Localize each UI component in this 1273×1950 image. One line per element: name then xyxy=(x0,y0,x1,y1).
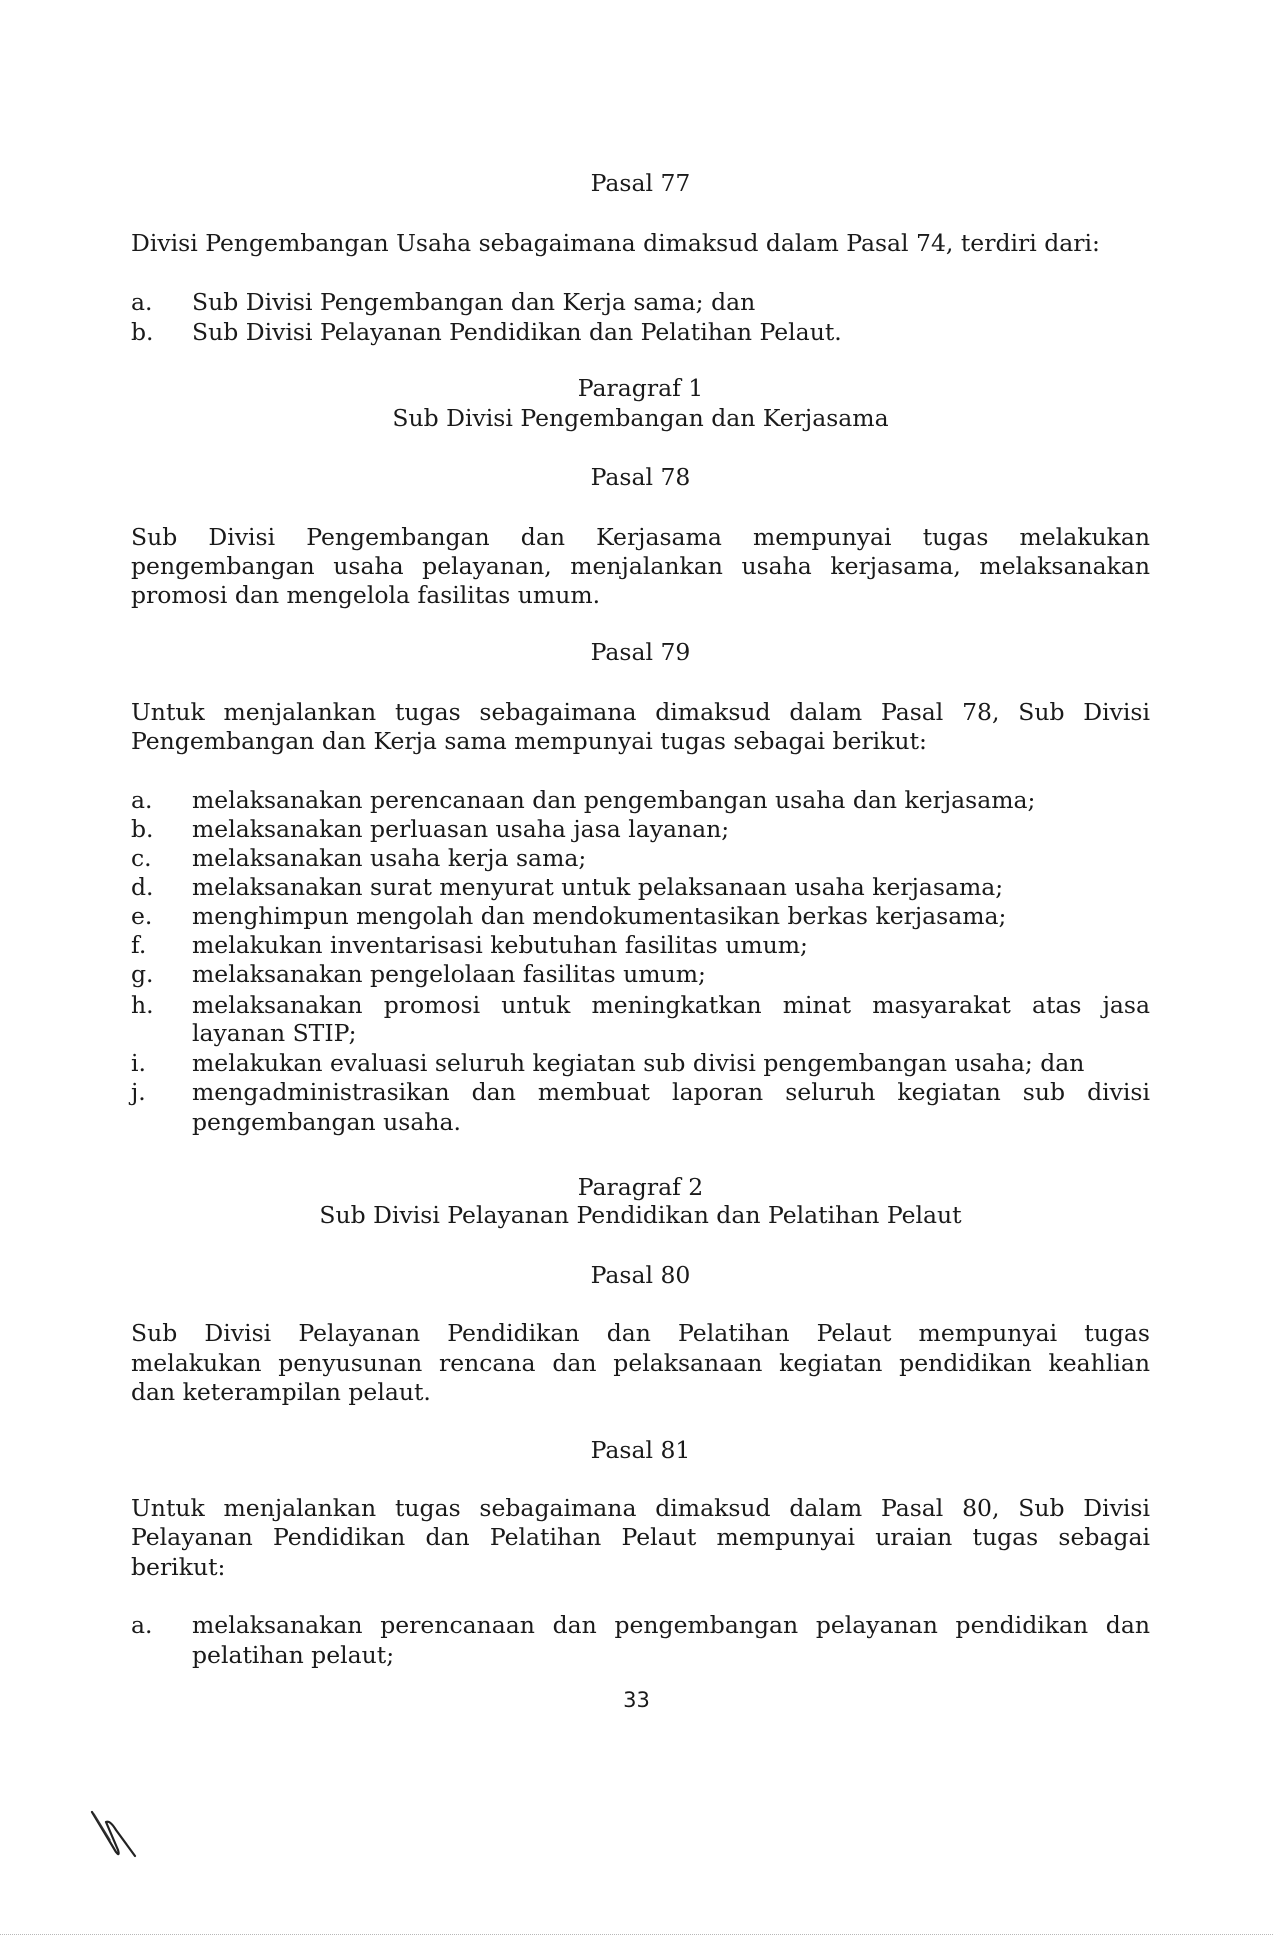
pasal-78-body-line: promosi dan mengelola fasilitas umum. xyxy=(131,581,601,609)
pasal-80-heading: Pasal 80 xyxy=(590,1261,691,1289)
pasal-79-intro-line: Pengembangan dan Kerja sama mempunyai tugas sebagai berikut: xyxy=(131,727,927,755)
list-item-label: a. xyxy=(131,288,153,316)
pasal-78-body-line: pengembangan usaha pelayanan, menjalankan usaha kerjasama, melaksanakan xyxy=(131,552,1150,580)
list-item-text: Sub Divisi Pengembangan dan Kerja sama; dan xyxy=(192,288,756,316)
pasal-78-body-line: Sub Divisi Pengembangan dan Kerjasama mempunyai tugas melakukan xyxy=(131,523,1150,551)
paragraf-1-heading: Paragraf 1 xyxy=(577,374,704,402)
pasal-79-heading: Pasal 79 xyxy=(590,638,691,666)
pasal-78-heading: Pasal 78 xyxy=(590,463,691,491)
pasal-80-body-line: dan keterampilan pelaut. xyxy=(131,1378,431,1406)
paragraf-2-heading: Paragraf 2 xyxy=(577,1173,704,1201)
list-item-label: a. xyxy=(131,1611,153,1639)
pasal-77-heading: Pasal 77 xyxy=(590,169,691,197)
pasal-80-body-line: Sub Divisi Pelayanan Pendidikan dan Pelatihan Pelaut mempunyai tugas xyxy=(131,1319,1150,1347)
list-item-label: e. xyxy=(131,902,153,930)
list-item-text: melaksanakan perencanaan dan pengembangan pelayanan pendidikan dan xyxy=(192,1611,1150,1639)
pasal-77-intro: Divisi Pengembangan Usaha sebagaimana dimaksud dalam Pasal 74, terdiri dari: xyxy=(131,229,1100,257)
scan-edge-line xyxy=(0,1934,1273,1935)
list-item-label: j. xyxy=(131,1078,146,1106)
list-item-label: h. xyxy=(131,991,154,1019)
list-item-text: melaksanakan surat menyurat untuk pelaksanaan usaha kerjasama; xyxy=(192,873,1004,901)
list-item-text-continued: pengembangan usaha. xyxy=(192,1108,461,1136)
pasal-80-body-line: melakukan penyusunan rencana dan pelaksanaan kegiatan pendidikan keahlian xyxy=(131,1349,1150,1377)
list-item-label: f. xyxy=(131,931,147,959)
pasal-81-intro-line: Untuk menjalankan tugas sebagaimana dimaksud dalam Pasal 80, Sub Divisi xyxy=(131,1494,1150,1522)
list-item-text-continued: layanan STIP; xyxy=(192,1019,357,1047)
list-item-text-continued: pelatihan pelaut; xyxy=(192,1641,395,1669)
list-item-label: c. xyxy=(131,844,152,872)
list-item-text: melaksanakan promosi untuk meningkatkan minat masyarakat atas jasa xyxy=(192,991,1150,1019)
list-item-label: i. xyxy=(131,1049,146,1077)
list-item-text: menghimpun mengolah dan mendokumentasikan berkas kerjasama; xyxy=(192,902,1007,930)
list-item-label: b. xyxy=(131,318,154,346)
pasal-81-intro-line: Pelayanan Pendidikan dan Pelatihan Pelaut mempunyai uraian tugas sebagai xyxy=(131,1523,1150,1551)
pasal-81-intro-line: berikut: xyxy=(131,1553,226,1581)
list-item-text: melaksanakan perluasan usaha jasa layanan; xyxy=(192,815,730,843)
pasal-79-intro-line: Untuk menjalankan tugas sebagaimana dimaksud dalam Pasal 78, Sub Divisi xyxy=(131,698,1150,726)
list-item-text: mengadministrasikan dan membuat laporan seluruh kegiatan sub divisi xyxy=(192,1078,1150,1106)
signature-initial-mark xyxy=(80,1800,150,1870)
list-item-text: melaksanakan perencanaan dan pengembangan usaha dan kerjasama; xyxy=(192,786,1036,814)
list-item-label: a. xyxy=(131,786,153,814)
page-number: 33 xyxy=(623,1688,650,1712)
list-item-text: Sub Divisi Pelayanan Pendidikan dan Pelatihan Pelaut. xyxy=(192,318,842,346)
paragraf-1-title: Sub Divisi Pengembangan dan Kerjasama xyxy=(392,404,889,432)
list-item-label: b. xyxy=(131,815,154,843)
list-item-text: melakukan evaluasi seluruh kegiatan sub divisi pengembangan usaha; dan xyxy=(192,1049,1085,1077)
paragraf-2-title: Sub Divisi Pelayanan Pendidikan dan Pelatihan Pelaut xyxy=(319,1201,962,1229)
list-item-text: melakukan inventarisasi kebutuhan fasilitas umum; xyxy=(192,931,808,959)
pasal-81-heading: Pasal 81 xyxy=(590,1436,691,1464)
list-item-label: g. xyxy=(131,960,154,988)
list-item-text: melaksanakan pengelolaan fasilitas umum; xyxy=(192,960,706,988)
list-item-label: d. xyxy=(131,873,154,901)
list-item-text: melaksanakan usaha kerja sama; xyxy=(192,844,587,872)
